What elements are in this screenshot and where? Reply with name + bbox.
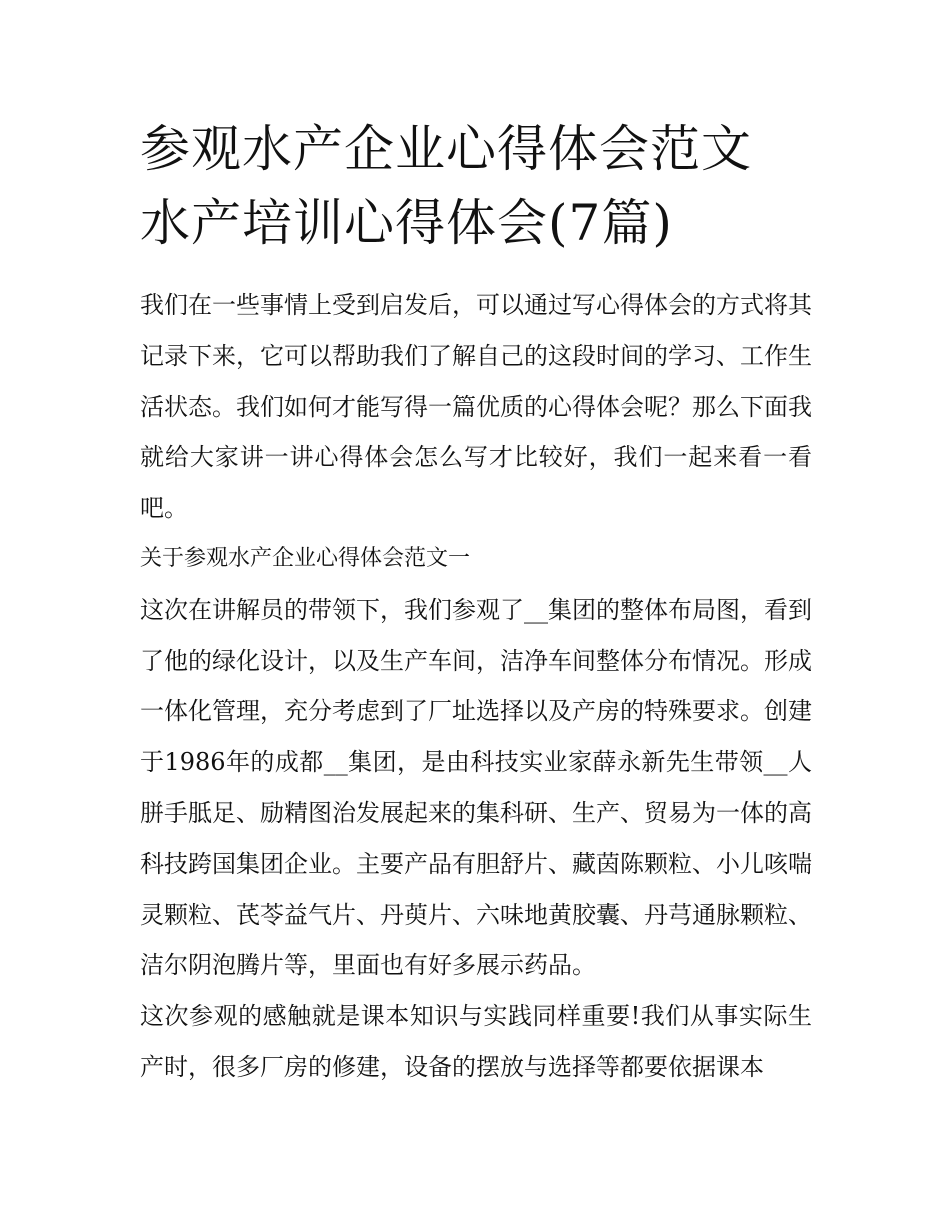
document-page bbox=[140, 112, 812, 1093]
intro-paragraph: 我们在一些事情上受到启发后，可以通过写心得体会的方式将其记录下来，它可以帮助我们了解自己的这段时间的学习、工作生活状态。我们如何才能写得一篇优质的心得体会呢？那么下面我就给大家讲一讲心得体会怎么写才比较好，我们一起来看一看吧。 bbox=[140, 291, 812, 523]
document-title: 参观水产企业心得体会范文 水产培训心得体会(7篇) bbox=[140, 120, 752, 252]
body-paragraph-2: 这次参观的感触就是课本知识与实践同样重要!我们从事实际生产时，很多厂房的修建，设备的摆放与选择等都要依据课本 bbox=[140, 1002, 812, 1081]
body-paragraph-1: 这次在讲解员的带领下，我们参观了__集团的整体布局图，看到了他的绿化设计，以及生产车间，洁净车间整体分布情况。形成一体化管理，充分考虑到了厂址选择以及产房的特殊要求。创建于1986年的成都__集团，是由科技实业家薛永新先生带领__人胼手胝足、励精图治发展起来的集科研、生产、贸易为一体的高科技跨国集团企业。主要产品有胆舒片、藏茵陈颗粒、小儿咳喘灵颗粒、芪苓益气片、丹萸片、六味地黄胶囊、丹芎通脉颗粒、洁尔阴泡腾片等，里面也有好多展示药品。 bbox=[140, 595, 812, 980]
section-heading: 关于参观水产企业心得体会范文一 bbox=[140, 545, 471, 571]
